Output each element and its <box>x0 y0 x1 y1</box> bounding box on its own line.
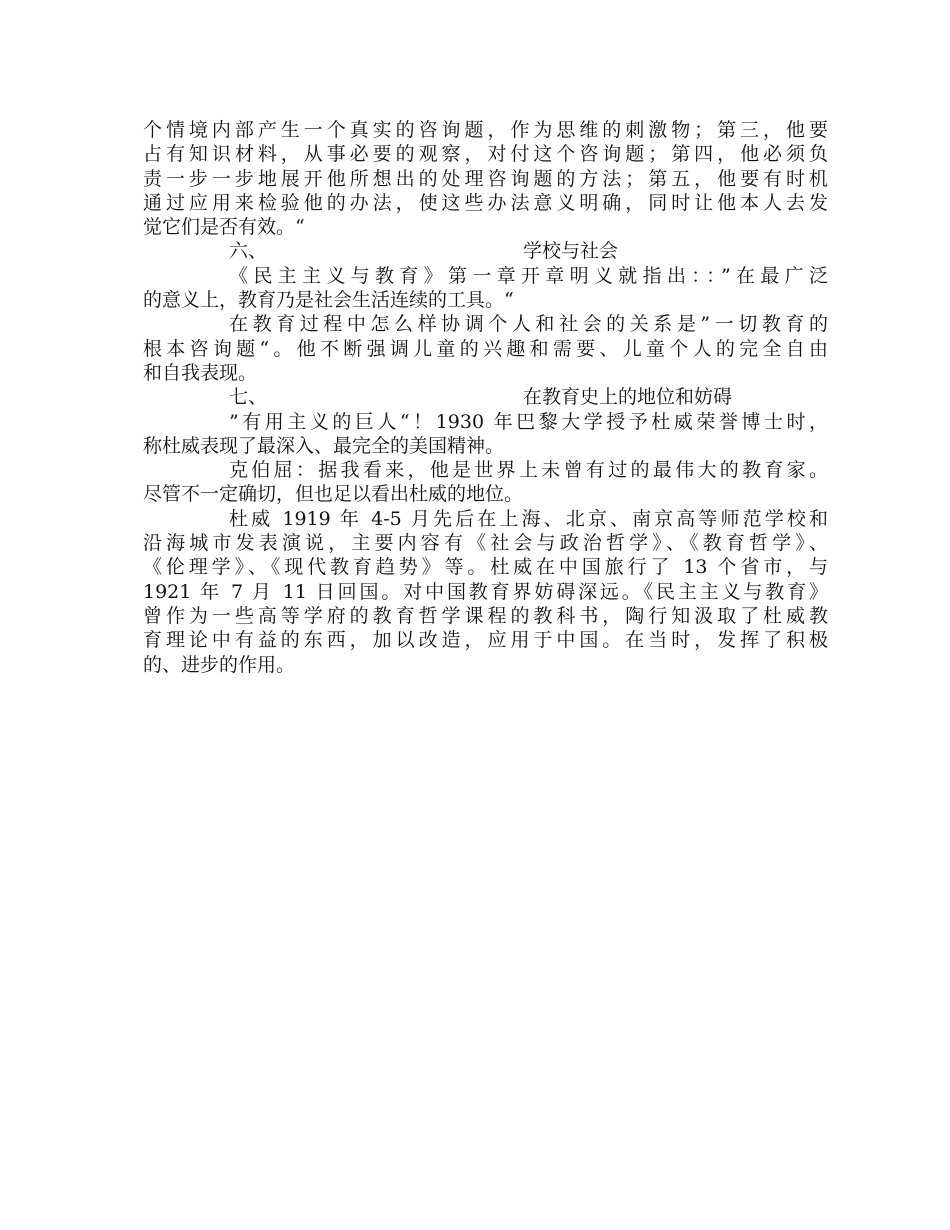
paragraph-thinking-steps <box>143 118 828 239</box>
text-line: 曾作为一些高等学府的教育哲学课程的教科书，陶行知汲取了杜威教 <box>143 604 828 627</box>
text-line: 和自我表现。 <box>143 361 258 384</box>
section-heading-7 <box>143 385 828 409</box>
text-line: 克伯屈：据我看来，他是世界上未曾有过的最伟大的教育家。 <box>229 459 828 482</box>
section-number: 七、 <box>229 386 268 409</box>
paragraph-individual-society <box>143 312 828 385</box>
text-line: 《民主主义与教育》第一章开章明义就指出：：”在最广泛 <box>229 264 828 287</box>
text-line: 的意义上，教育乃是社会生活连续的工具。“ <box>143 289 514 312</box>
text-line: 根本咨询题“。他不断强调儿童的兴趣和需要、儿童个人的完全自由 <box>143 337 828 360</box>
text-line: 称杜威表现了最深入、最完全的美国精神。 <box>143 434 505 457</box>
text-line: 的、进步的作用。 <box>143 653 296 676</box>
text-line: 杜威 1919 年 4-5 月先后在上海、北京、南京高等师范学校和 <box>229 507 828 530</box>
paragraph-kilpatrick <box>143 458 828 507</box>
document-page <box>143 118 828 677</box>
text-line: 通过应用来检验他的办法，使这些办法意义明确，同时让他本人去发 <box>143 191 828 214</box>
paragraph-pragmatism-giant <box>143 410 828 459</box>
text-line: 觉它们是否有效。“ <box>143 216 305 239</box>
text-line: 沿海城市发表演说，主要内容有《社会与政治哲学》、《教育哲学》、 <box>143 532 828 555</box>
text-line: 育理论中有益的东西，加以改造，应用于中国。在当时，发挥了积极 <box>143 629 828 652</box>
text-line: 在教育过程中怎么样协调个人和社会的关系是”一切教育的 <box>229 313 828 336</box>
section-heading-6 <box>143 239 828 263</box>
paragraph-dewey-in-china <box>143 507 828 677</box>
section-title: 在教育史上的地位和妨碍 <box>523 386 733 409</box>
text-line: ”有用主义的巨人“！1930 年巴黎大学授予杜威荣誉博士时， <box>229 410 828 433</box>
text-line: 尽管不一定确切，但也足以看出杜威的地位。 <box>143 483 524 506</box>
text-line: 1921 年 7 月 11 日回国。对中国教育界妨碍深远。《民主主义与教育》 <box>143 580 828 603</box>
text-line: 个情境内部产生一个真实的咨询题，作为思维的刺激物；第三，他要 <box>143 119 828 141</box>
section-number: 六、 <box>229 240 268 263</box>
paragraph-democracy-education <box>143 264 828 313</box>
text-line: 《伦理学》、《现代教育趋势》等。杜威在中国旅行了 13 个省市，与 <box>143 556 828 579</box>
text-line: 责一步一步地展开他所想出的处理咨询题的方法；第五，他要有时机 <box>143 167 828 190</box>
text-line: 占有知识材料，从事必要的观察，对付这个咨询题；第四，他必须负 <box>143 143 828 166</box>
section-title: 学校与社会 <box>523 240 619 263</box>
